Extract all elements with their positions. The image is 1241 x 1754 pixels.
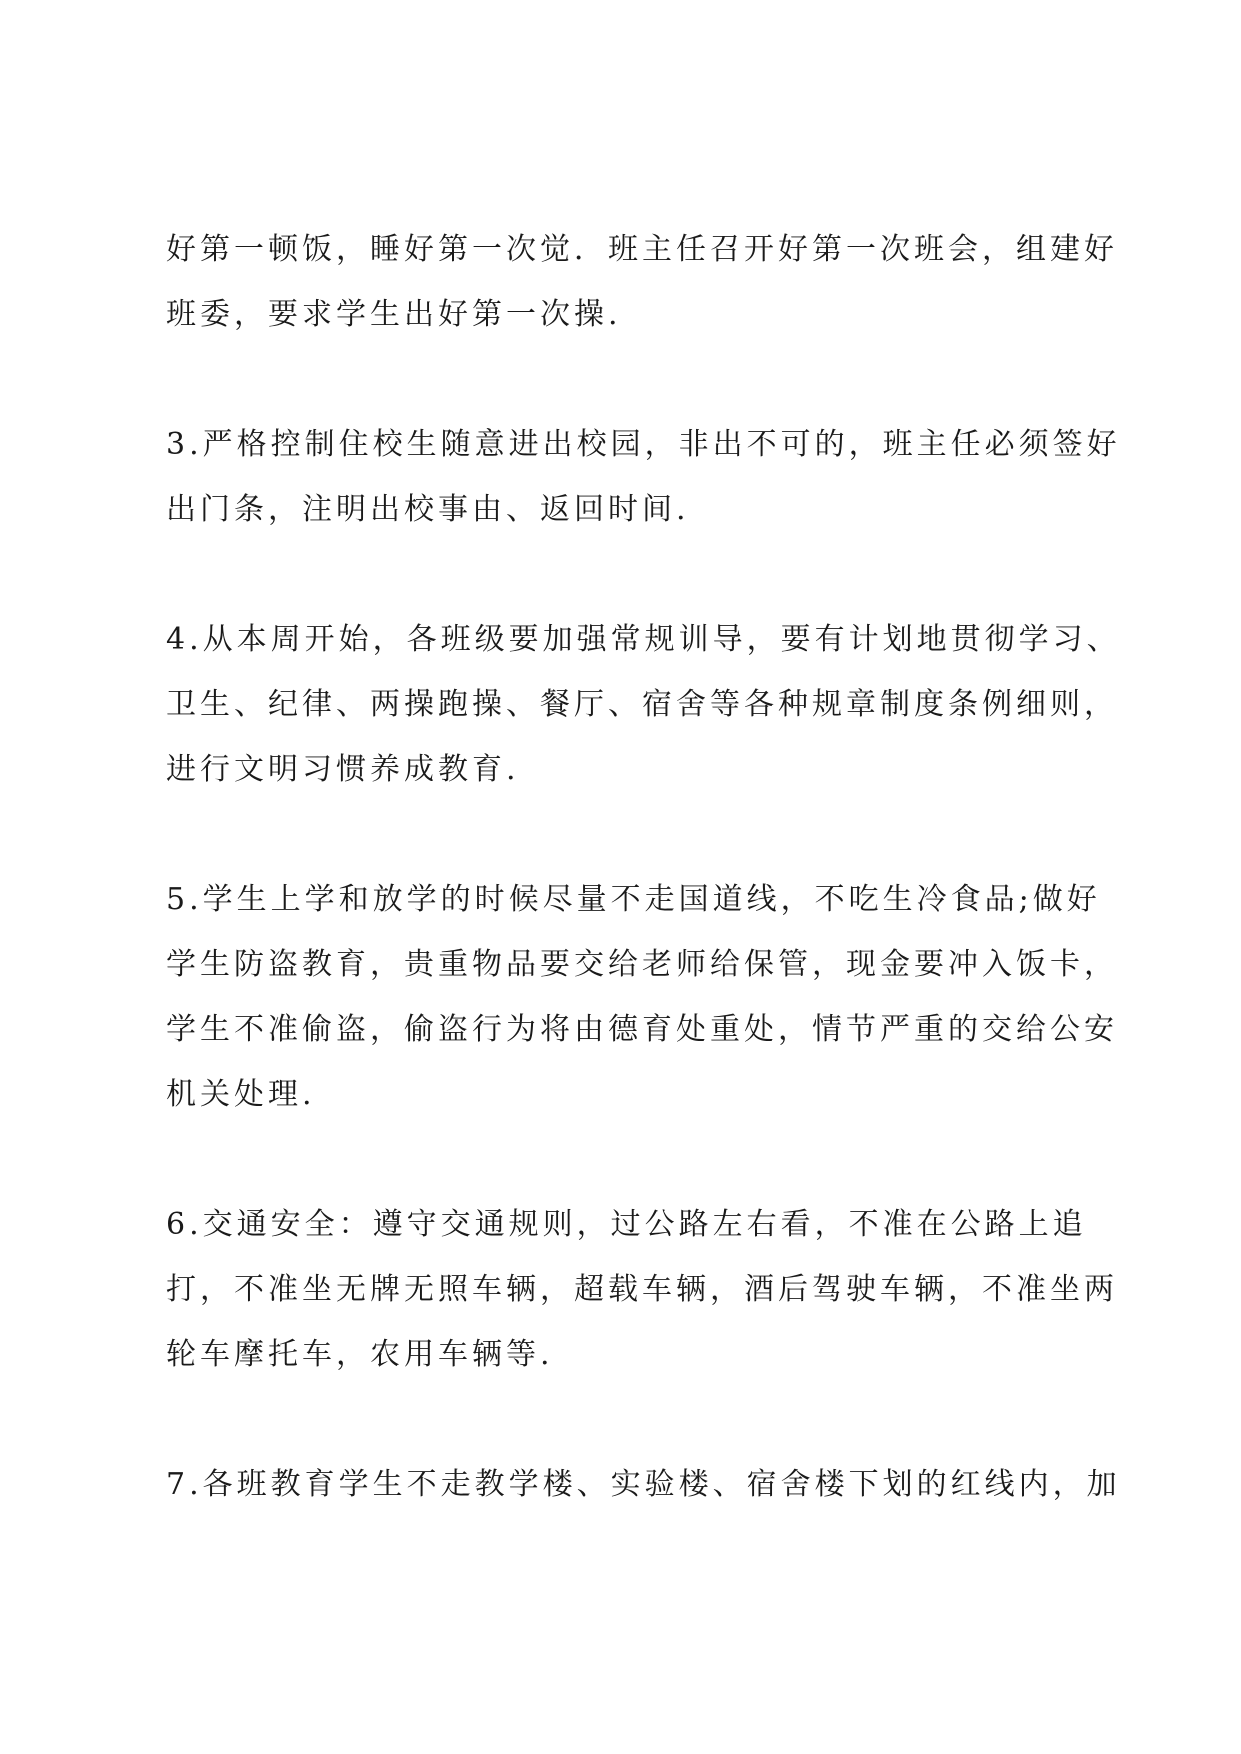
paragraph-4-line-1: 4.从本周开始，各班级要加强常规训导，要有计划地贯彻学习、	[166, 622, 1121, 657]
paragraph-6-line-1: 6.交通安全：遵守交通规则，过公路左右看，不准在公路上追	[166, 1207, 1087, 1242]
paragraph-1-line-2: 班委，要求学生出好第一次操.	[166, 297, 622, 332]
paragraph-6-line-2: 打，不准坐无牌无照车辆，超载车辆，酒后驾驶车辆，不准坐两	[166, 1272, 1118, 1307]
paragraph-5-line-2: 学生防盗教育，贵重物品要交给老师给保管，现金要冲入饭卡，	[166, 947, 1118, 982]
paragraph-4-line-2: 卫生、纪律、两操跑操、餐厅、宿舍等各种规章制度条例细则，	[166, 687, 1118, 722]
paragraph-3-line-2: 出门条，注明出校事由、返回时间.	[166, 492, 690, 527]
paragraph-3-line-1: 3.严格控制住校生随意进出校园，非出不可的，班主任必须签好	[166, 427, 1121, 462]
paragraph-5-line-4: 机关处理.	[166, 1077, 316, 1112]
paragraph-5-line-1: 5.学生上学和放学的时候尽量不走国道线，不吃生冷食品;做好	[166, 882, 1101, 917]
paragraph-7-line-1: 7.各班教育学生不走教学楼、实验楼、宿舍楼下划的红线内，加	[166, 1467, 1121, 1502]
paragraph-4-line-3: 进行文明习惯养成教育.	[166, 752, 520, 787]
paragraph-5-line-3: 学生不准偷盗，偷盗行为将由德育处重处，情节严重的交给公安	[166, 1012, 1118, 1047]
paragraph-1-line-1: 好第一顿饭，睡好第一次觉．班主任召开好第一次班会，组建好	[166, 232, 1118, 267]
paragraph-6-line-3: 轮车摩托车，农用车辆等.	[166, 1337, 554, 1372]
